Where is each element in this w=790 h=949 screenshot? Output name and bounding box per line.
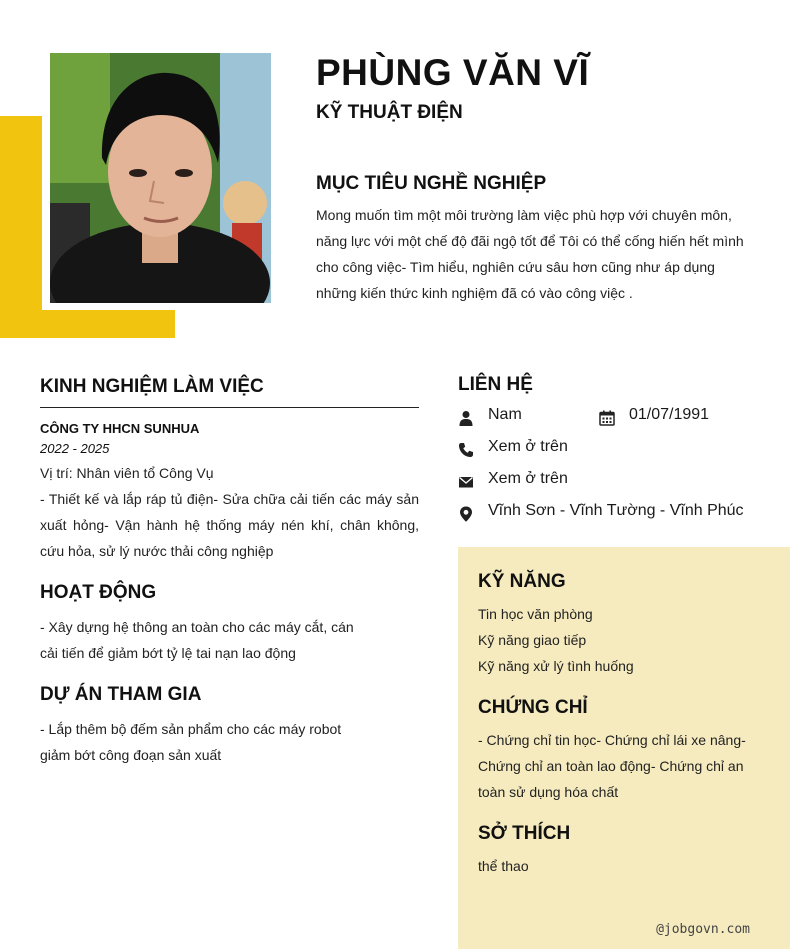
hobbies-heading: SỞ THÍCH (478, 823, 571, 844)
activities-heading: HOẠT ĐỘNG (40, 582, 157, 603)
contact-section (458, 374, 778, 530)
projects-text (40, 716, 419, 768)
mail-icon (458, 474, 474, 490)
candidate-name: PHÙNG VĂN VĨ (316, 52, 590, 93)
objective-heading: MỤC TIÊU NGHỀ NGHIỆP (316, 173, 547, 194)
watermark-text: @jobgovn.com (656, 922, 750, 937)
gender-value: Nam (488, 406, 522, 423)
contact-row-phone (458, 434, 778, 466)
birthdate-value: 01/07/1991 (629, 406, 710, 423)
contact-row-email (458, 466, 778, 498)
work-period: 2022 - 2025 (40, 441, 110, 456)
decorative-yellow-block (0, 116, 42, 338)
company-name: CÔNG TY HHCN SUNHUA (40, 421, 200, 436)
contact-row-address (458, 498, 778, 530)
decorative-yellow-bar (0, 310, 175, 338)
email-value: Xem ở trên (488, 470, 568, 487)
activities-text (40, 614, 419, 666)
left-column (40, 376, 419, 768)
skill-item: Kỹ năng xử lý tình huống (478, 658, 634, 674)
skills-heading: KỸ NĂNG (478, 571, 566, 592)
activities-line: - Xây dựng hệ thông an toàn cho các máy cắt, cán (40, 619, 354, 635)
objective-text: Mong muốn tìm một môi trường làm việc phù hợp với chuyên môn, năng lực với một chế độ đãi ngộ tốt để Tôi có thể cống hiến hết mình cho công việc- Tìm hiểu, nghiên cứu sâu hơn cũng như áp dụng những kiến thức kinh nghiệm đã có vào công việc . (316, 207, 744, 301)
activities-line: cải tiến để giảm bớt tỷ lệ tai nạn lao động (40, 645, 296, 661)
certificates-heading: CHỨNG CHỈ (478, 697, 588, 718)
skills-list (478, 601, 770, 679)
phone-value: Xem ở trên (488, 438, 568, 455)
skill-item: Kỹ năng giao tiếp (478, 632, 587, 648)
hobbies-text: thể thao (478, 858, 529, 874)
address-value: Vĩnh Sơn - Vĩnh Tường - Vĩnh Phúc (488, 502, 744, 519)
contact-heading: LIÊN HỆ (458, 374, 533, 395)
work-position: Vị trí: Nhân viên tổ Công Vụ (40, 465, 214, 481)
experience-divider (40, 407, 419, 408)
projects-heading: DỰ ÁN THAM GIA (40, 684, 202, 705)
certificates-text: - Chứng chỉ tin học- Chứng chỉ lái xe nâng- Chứng chỉ an toàn lao động- Chứng chỉ an toàn sử dụng hóa chất (478, 732, 746, 800)
work-description: - Thiết kế và lắp ráp tủ điện- Sửa chữa cải tiến các máy sản xuất hỏng- Vận hành hệ thống máy nén khí, chân không, cứu hỏa, sử lý nước thải công nghiệp (40, 491, 419, 559)
location-icon (458, 506, 474, 522)
calendar-icon (599, 410, 615, 426)
phone-icon (458, 442, 474, 458)
job-title: KỸ THUẬT ĐIỆN (316, 102, 463, 123)
profile-photo (50, 53, 271, 303)
projects-line: - Lắp thêm bộ đếm sản phẩm cho các máy robot (40, 721, 342, 737)
experience-heading: KINH NGHIỆM LÀM VIỆC (40, 376, 264, 397)
skill-item: Tin học văn phòng (478, 606, 593, 622)
projects-line: giảm bớt công đoạn sản xuất (40, 747, 222, 763)
person-icon (458, 410, 474, 426)
side-panel (458, 547, 790, 949)
contact-row-gender (458, 402, 778, 434)
